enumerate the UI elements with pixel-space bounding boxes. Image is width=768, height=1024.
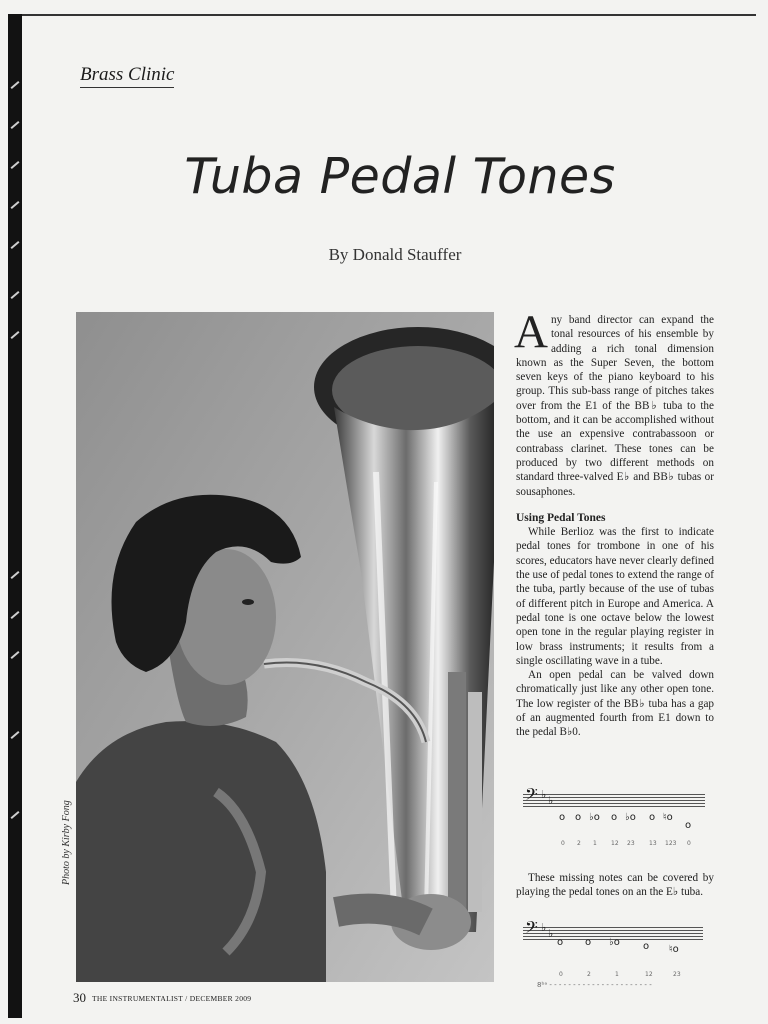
fingering: 0 bbox=[559, 971, 563, 978]
flat-icon: ♭ bbox=[548, 927, 554, 940]
photo-credit: Photo by Kirby Fong bbox=[61, 800, 72, 885]
note: o bbox=[649, 812, 656, 823]
publication-footer: THE INSTRUMENTALIST / DECEMBER 2009 bbox=[92, 994, 252, 1003]
note: o bbox=[559, 812, 566, 823]
flat-icon: ♭ bbox=[541, 921, 547, 934]
note: o bbox=[685, 820, 692, 831]
note: o bbox=[557, 937, 564, 948]
octave-mark: 8ᵇᵃ - - - - - - - - - - - - - - - - - - - - - - bbox=[537, 981, 652, 989]
fingering: 0 bbox=[687, 840, 691, 847]
fingering: 12 bbox=[611, 840, 619, 847]
bass-clef-icon: 𝄢 bbox=[525, 917, 538, 941]
note: o bbox=[611, 812, 618, 823]
note: o bbox=[585, 937, 592, 948]
note: o bbox=[643, 941, 650, 952]
fingering: 1 bbox=[593, 840, 597, 847]
note: ♮o bbox=[663, 812, 673, 823]
intro-text: ny band director can expand the tonal resources of his ensemble by adding a rich tonal dimension known as the Super Seven, the bottom seven keys of the piano keyboard to his group. This sub-bass range of pitches takes over from the E1 of the BB♭ tuba to the bottom, and it can be accomplished without the use an expensive contrabassoon or contrabass clarinet. These tones can be produced by two different methods on standard three-valved E♭ and BB♭ tubas or sousaphones. bbox=[516, 314, 714, 498]
section-label: Brass Clinic bbox=[80, 64, 174, 88]
fingering: 12 bbox=[645, 971, 653, 978]
fingering: 123 bbox=[665, 840, 677, 847]
paragraph-1: While Berlioz was the first to indicate pedal tones for trombone in one of his scores, educators have never clearly defined the use of pedal tones to extend the range of the tuba, partly because of the use of tubas of different pitch in Europe and America. A pedal tone is one octave below the lowest open tone in the regular playing register in low brass instruments; it results from a single oscillating wave in a tube. bbox=[516, 526, 714, 667]
article-body bbox=[514, 306, 714, 740]
paragraph-2: An open pedal can be valved down chromatically just like any other open tone. The low register of the BB♭ tuba has a gap of an augmented fourth from E1 down to the pedal B♭0. bbox=[516, 669, 714, 739]
note: ♭o bbox=[625, 812, 636, 823]
note: ♭o bbox=[609, 937, 620, 948]
note: ♮o bbox=[669, 944, 679, 955]
byline: By Donald Stauffer bbox=[328, 245, 462, 264]
article-title: Tuba Pedal Tones bbox=[184, 148, 616, 205]
music-staff-2 bbox=[523, 917, 703, 993]
top-rule bbox=[22, 14, 756, 16]
fingering: 2 bbox=[577, 840, 581, 847]
fingering: 1 bbox=[615, 971, 619, 978]
note: ♭o bbox=[589, 812, 600, 823]
fingering: 0 bbox=[561, 840, 565, 847]
fingering: 13 bbox=[649, 840, 657, 847]
note: o bbox=[575, 812, 582, 823]
intro-paragraph bbox=[514, 306, 714, 499]
drop-cap: A bbox=[514, 306, 548, 358]
tuba-player-photo bbox=[76, 312, 494, 982]
flat-icon: ♭ bbox=[541, 788, 547, 801]
fingering: 23 bbox=[673, 971, 681, 978]
subheading: Using Pedal Tones bbox=[516, 511, 606, 524]
flat-icon: ♭ bbox=[548, 794, 554, 807]
bass-clef-icon: 𝄢 bbox=[525, 784, 538, 808]
fingering: 2 bbox=[587, 971, 591, 978]
fingering: 23 bbox=[627, 840, 635, 847]
staff-caption: These missing notes can be covered by playing the pedal tones on an the E♭ tuba. bbox=[516, 872, 714, 899]
music-staff-1 bbox=[523, 784, 705, 850]
page-number: 30 bbox=[73, 990, 86, 1005]
